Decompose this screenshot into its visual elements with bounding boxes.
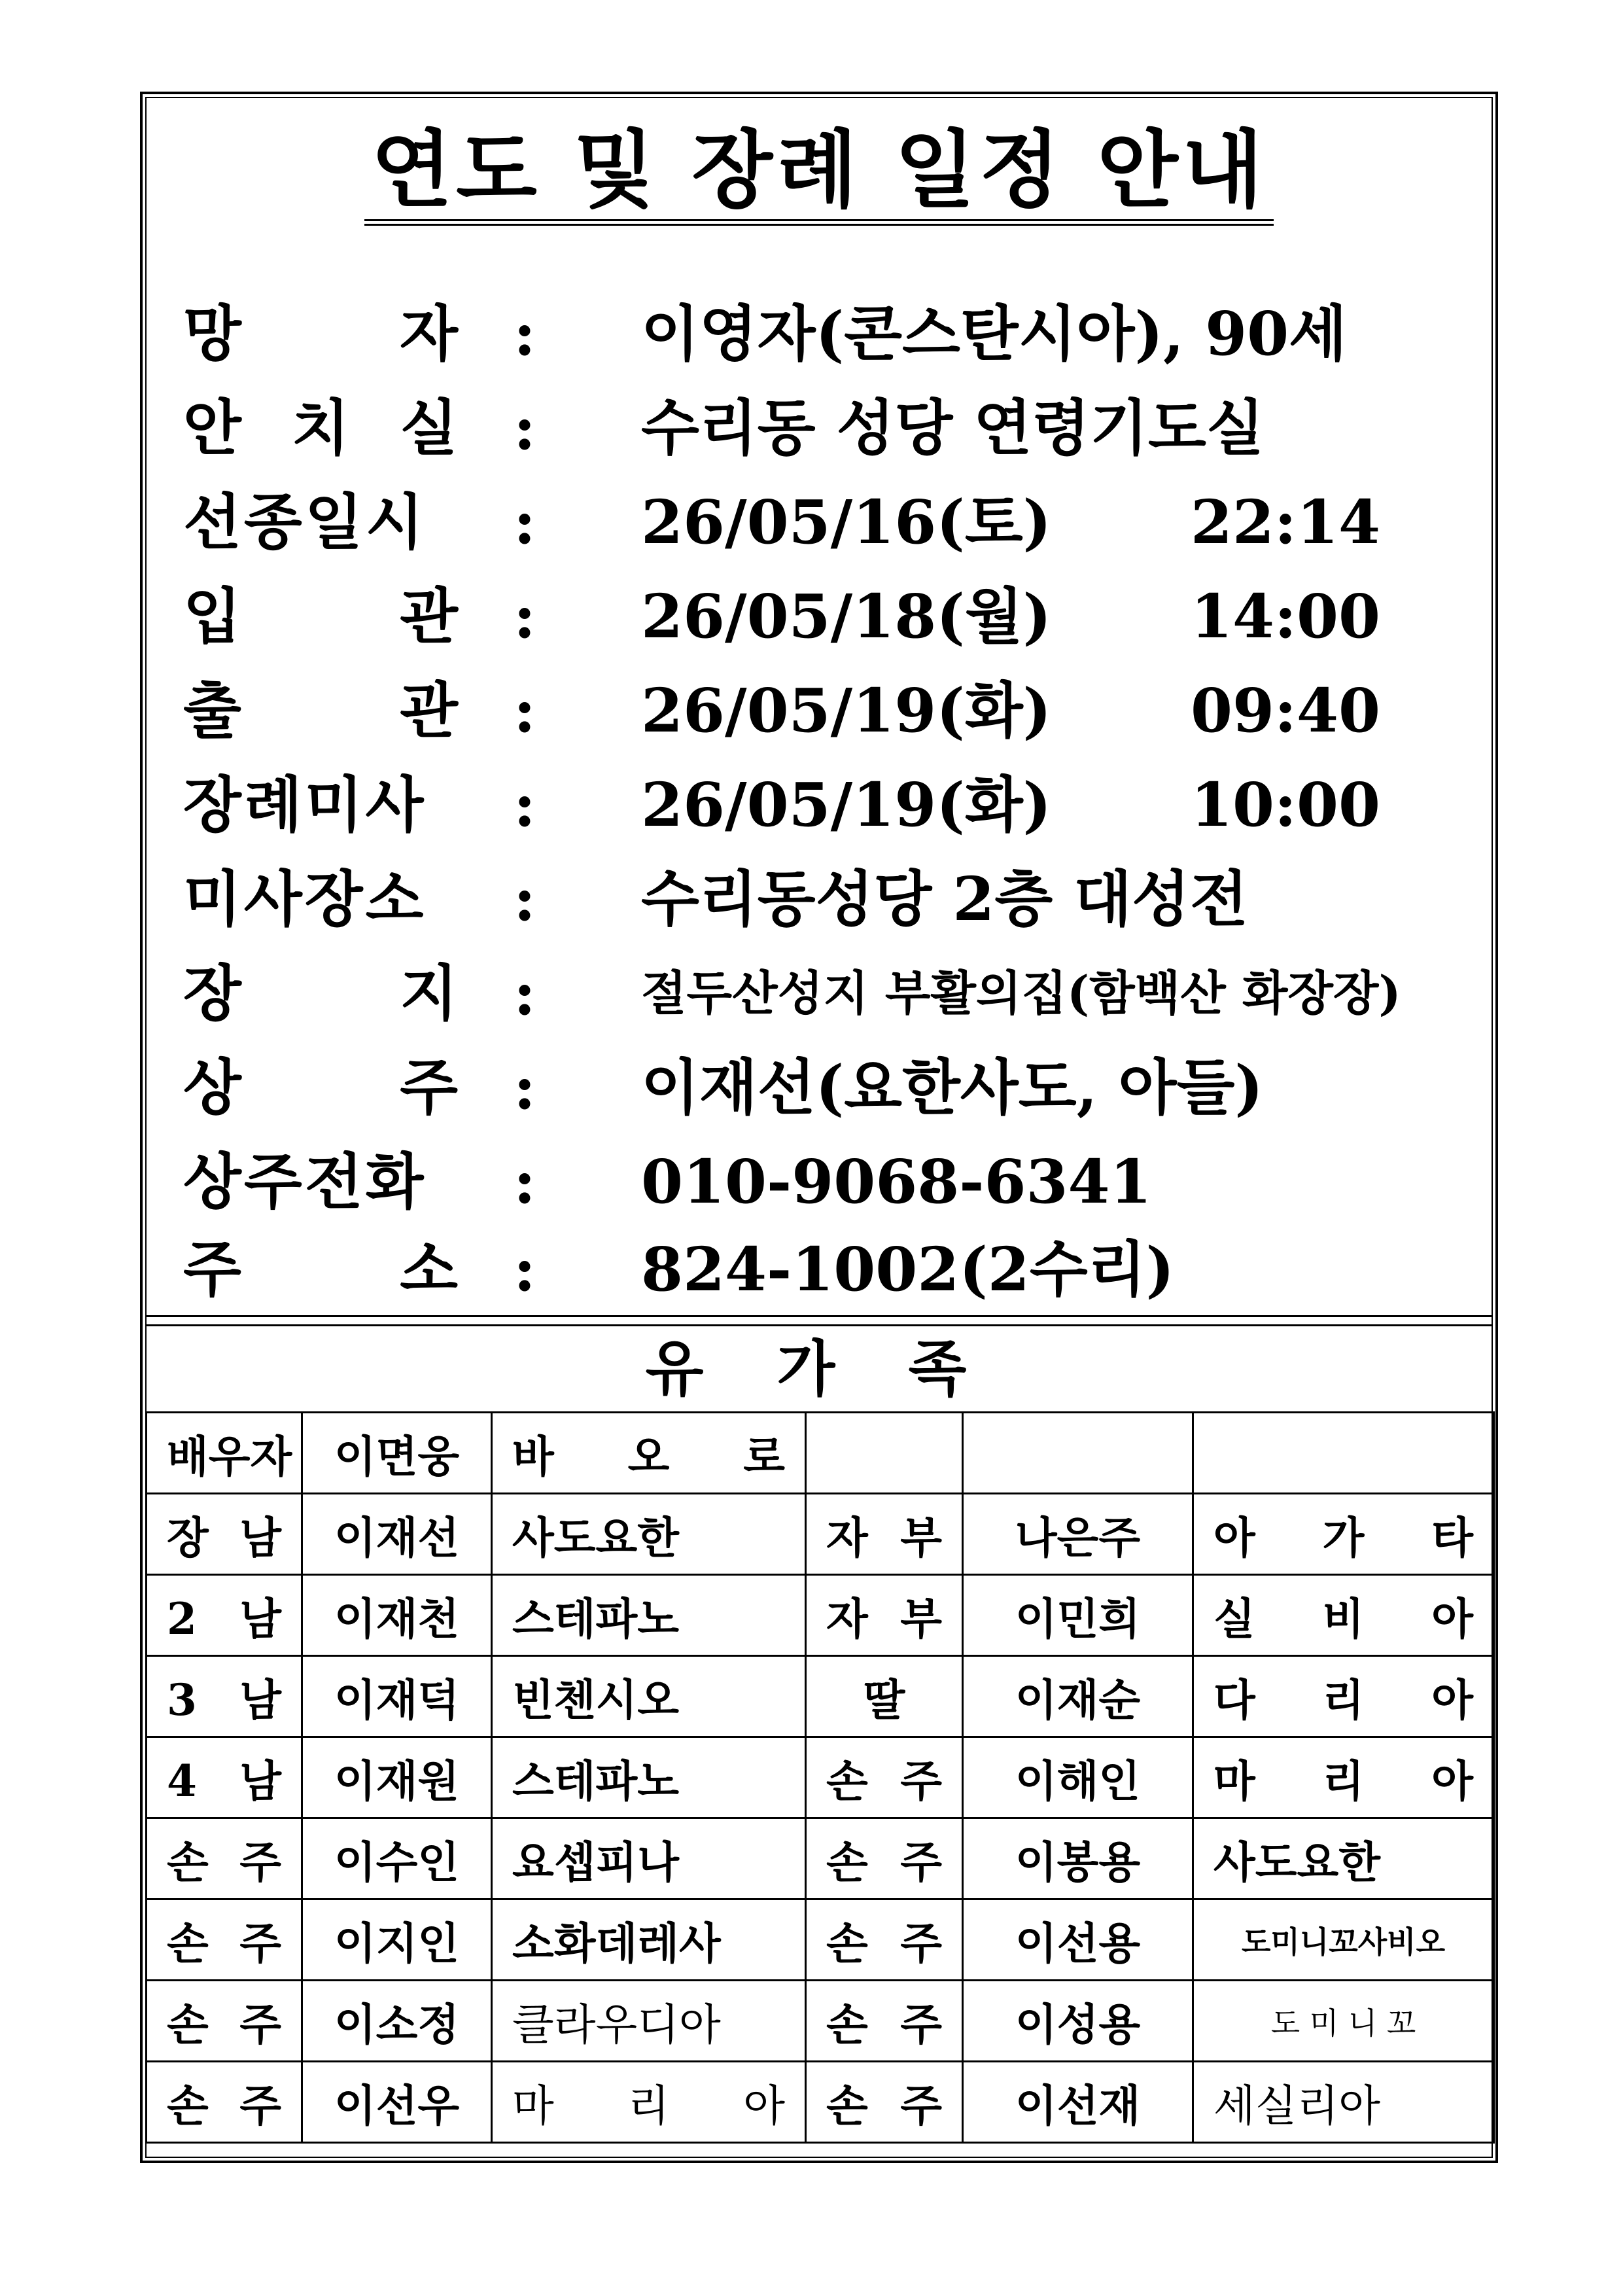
value-departure-time: 09:40 — [1191, 675, 1381, 746]
label-encoffin-text: 입 관 — [183, 581, 458, 652]
family-cell-relation: 3 남 — [147, 1656, 302, 1737]
family-cell-relation: 손 주 — [806, 1818, 963, 1899]
table-row — [147, 1413, 1494, 1494]
value-address: 824-1002(2수리) — [641, 1234, 1175, 1305]
family-cell-name: 이선우 — [302, 2062, 492, 2143]
info-row-deceased — [183, 288, 1478, 380]
family-cell-name: 이재순 — [963, 1656, 1193, 1737]
colon: : — [514, 581, 536, 652]
family-cell-relation: 손 주 — [147, 1818, 302, 1899]
family-cell-baptismal-name: 스테파노 — [492, 1737, 806, 1818]
family-cell-relation: 손 주 — [147, 1899, 302, 1981]
colon: : — [514, 393, 536, 463]
label-mass-place-text: 미사장소 — [183, 864, 427, 934]
table-row — [147, 1737, 1494, 1818]
label-departure — [183, 665, 458, 756]
table-row — [147, 1818, 1494, 1899]
colon: : — [514, 298, 536, 369]
label-phone — [183, 1136, 458, 1227]
label-departure-text: 출 관 — [183, 675, 458, 746]
value-chief-mourner: 이재선(요한사도, 아들) — [641, 1052, 1263, 1123]
value-mass-date: 26/05/19(화) — [641, 769, 1052, 840]
label-deceased — [183, 288, 458, 380]
value-phone: 010-9068-6341 — [641, 1146, 1152, 1217]
label-phone-text: 상주전화 — [183, 1146, 427, 1217]
page-title — [145, 118, 1493, 226]
family-cell-baptismal-name: 스테파노 — [492, 1575, 806, 1656]
family-cell-name: 이해인 — [963, 1737, 1193, 1818]
value-departure-date: 26/05/19(화) — [641, 675, 1052, 746]
family-cell-name: 이선용 — [963, 1899, 1193, 1981]
family-cell-name: 나은주 — [963, 1494, 1193, 1575]
family-cell-relation: 손 주 — [806, 1899, 963, 1981]
label-room-text: 안 치 실 — [183, 393, 458, 463]
value-room: 수리동 성당 연령기도실 — [641, 393, 1265, 463]
table-row — [147, 2062, 1494, 2143]
family-cell-relation: 자 부 — [806, 1575, 963, 1656]
label-burial — [183, 947, 458, 1039]
family-cell-name: 이봉용 — [963, 1818, 1193, 1899]
colon: : — [514, 1234, 536, 1305]
family-cell-name: 이수인 — [302, 1818, 492, 1899]
table-row — [147, 1899, 1494, 1981]
family-cell-baptismal-name: 세실리아 — [1193, 2062, 1494, 2143]
page-title-text: 연도 및 장례 일정 안내 — [364, 121, 1273, 226]
section-divider — [145, 1315, 1493, 1317]
family-cell-name: 이재원 — [302, 1737, 492, 1818]
family-cell-relation: 손 주 — [147, 2062, 302, 2143]
family-cell-relation: 손 주 — [147, 1981, 302, 2062]
family-cell-baptismal-name: 마 리 아 — [1193, 1737, 1494, 1818]
family-cell-name: 이성용 — [963, 1981, 1193, 2062]
family-cell-relation — [806, 1413, 963, 1494]
label-burial-text: 장 지 — [183, 958, 458, 1029]
family-cell-name: 이소정 — [302, 1981, 492, 2062]
family-cell-relation: 4 남 — [147, 1737, 302, 1818]
family-section-title: 유 가 족 — [645, 1333, 993, 1404]
colon: : — [514, 864, 536, 934]
family-cell-relation: 손 주 — [806, 1981, 963, 2062]
family-cell-name: 이지인 — [302, 1899, 492, 1981]
value-encoffin-time: 14:00 — [1191, 581, 1381, 652]
family-cell-baptismal-name: 마 리 아 — [492, 2062, 806, 2143]
family-table — [145, 1411, 1495, 2144]
family-cell-baptismal-name: 요셉피나 — [492, 1818, 806, 1899]
info-row-death — [183, 476, 1478, 568]
family-cell-name: 이면웅 — [302, 1413, 492, 1494]
info-row-chief-mourner — [183, 1042, 1478, 1133]
family-cell-baptismal-name: 다 리 아 — [1193, 1656, 1494, 1737]
label-room — [183, 382, 458, 474]
family-cell-name — [963, 1413, 1193, 1494]
value-deceased: 이영자(콘스탄시아), 90세 — [641, 298, 1347, 369]
info-row-departure — [183, 665, 1478, 756]
family-cell-baptismal-name: 클라우디아 — [492, 1981, 806, 2062]
family-cell-name: 이민희 — [963, 1575, 1193, 1656]
table-row — [147, 1981, 1494, 2062]
info-row-mass — [183, 759, 1478, 851]
label-death-text: 선종일시 — [183, 487, 427, 557]
value-death-time: 22:14 — [1191, 487, 1381, 557]
label-chief-mourner — [183, 1042, 458, 1133]
label-mass-place — [183, 853, 458, 945]
family-cell-name: 이선재 — [963, 2062, 1193, 2143]
value-death-date: 26/05/16(토) — [641, 487, 1052, 557]
family-cell-name: 이재선 — [302, 1494, 492, 1575]
info-row-room — [183, 382, 1478, 474]
label-address — [183, 1224, 458, 1315]
info-row-phone — [183, 1136, 1478, 1227]
family-cell-baptismal-name: 도 미 니 꼬 — [1193, 1981, 1494, 2062]
info-row-burial — [183, 947, 1478, 1039]
value-encoffin-date: 26/05/18(월) — [641, 581, 1052, 652]
label-death — [183, 476, 458, 568]
label-deceased-text: 망 자 — [183, 298, 458, 369]
family-cell-baptismal-name: 소화데레사 — [492, 1899, 806, 1981]
family-cell-baptismal-name: 빈첸시오 — [492, 1656, 806, 1737]
info-row-mass-place — [183, 853, 1478, 945]
family-cell-relation: 배우자 — [147, 1413, 302, 1494]
family-cell-relation: 장 남 — [147, 1494, 302, 1575]
family-cell-relation: 자 부 — [806, 1494, 963, 1575]
table-row — [147, 1494, 1494, 1575]
family-cell-name: 이재덕 — [302, 1656, 492, 1737]
family-cell-relation: 손 주 — [806, 2062, 963, 2143]
table-row — [147, 1575, 1494, 1656]
label-mass-text: 장례미사 — [183, 769, 427, 840]
family-table-body — [147, 1413, 1494, 2143]
info-row-encoffin — [183, 571, 1478, 662]
colon: : — [514, 1052, 536, 1123]
family-cell-relation: 손 주 — [806, 1737, 963, 1818]
family-cell-name: 이재천 — [302, 1575, 492, 1656]
label-mass — [183, 759, 458, 851]
family-cell-baptismal-name: 아 가 타 — [1193, 1494, 1494, 1575]
label-address-text: 주 소 — [183, 1234, 458, 1305]
value-mass-time: 10:00 — [1191, 769, 1381, 840]
colon: : — [514, 675, 536, 746]
colon: : — [514, 769, 536, 840]
value-burial: 절두산성지 부활의집(함백산 화장장) — [641, 965, 1401, 1021]
family-cell-baptismal-name — [1193, 1413, 1494, 1494]
colon: : — [514, 487, 536, 557]
family-cell-baptismal-name: 사도요한 — [1193, 1818, 1494, 1899]
label-chief-mourner-text: 상 주 — [183, 1052, 458, 1123]
table-row — [147, 1656, 1494, 1737]
label-encoffin — [183, 571, 458, 662]
colon: : — [514, 1146, 536, 1217]
family-cell-baptismal-name: 바 오 로 — [492, 1413, 806, 1494]
info-row-address — [183, 1224, 1478, 1315]
family-cell-baptismal-name: 실 비 아 — [1193, 1575, 1494, 1656]
family-cell-relation: 딸 — [806, 1656, 963, 1737]
family-cell-relation: 2 남 — [147, 1575, 302, 1656]
family-cell-baptismal-name: 도미니꼬사비오 — [1193, 1899, 1494, 1981]
colon: : — [514, 958, 536, 1029]
family-cell-baptismal-name: 사도요한 — [492, 1494, 806, 1575]
value-mass-place: 수리동성당 2층 대성전 — [641, 864, 1248, 934]
